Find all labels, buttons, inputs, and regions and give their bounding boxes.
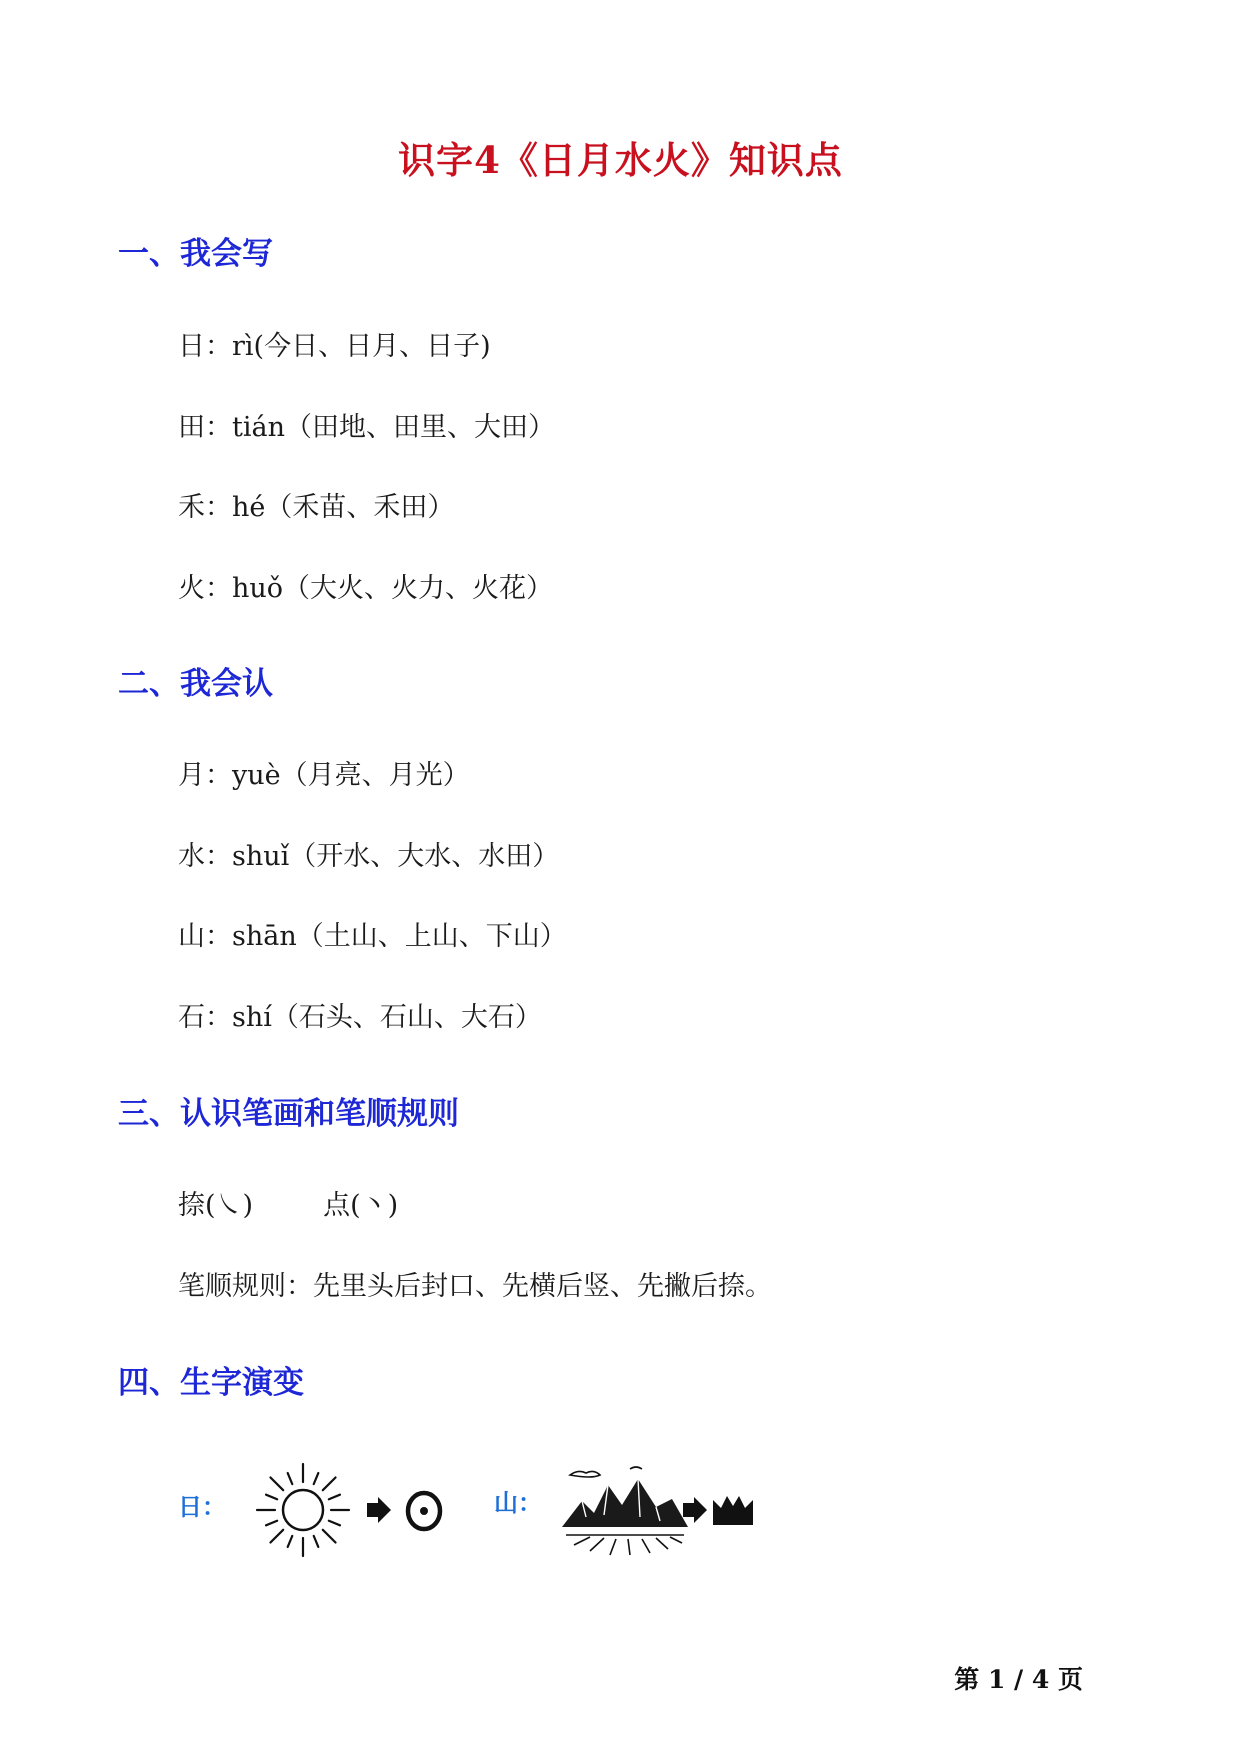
list-item: 禾：hé（禾苗、禾田） (178, 492, 455, 523)
evolution-label-ri: 日： (178, 1493, 226, 1521)
list-item: 山：shān（土山、上山、下山） (178, 921, 567, 952)
section-heading-evolution: 四、生字演变 (118, 1365, 304, 1401)
page-number: 第 1 / 4 页 (954, 1665, 1083, 1694)
ancient-shan-glyph (712, 1494, 754, 1526)
mountain-drawing (560, 1455, 690, 1565)
evolution-label-shan: 山： (494, 1489, 542, 1517)
section-heading-recognize: 二、我会认 (118, 666, 273, 702)
arrow-right-icon (682, 1496, 708, 1524)
list-item: 日：rì(今日、日月、日子) (178, 331, 491, 362)
ancient-ri-glyph (404, 1490, 444, 1532)
stroke-na: 捺(㇏) (178, 1190, 254, 1221)
section-heading-write: 一、我会写 (118, 236, 273, 272)
list-item: 水：shuǐ（开水、大水、水田） (178, 841, 560, 872)
arrow-right-icon (366, 1496, 392, 1524)
stroke-order-rule: 笔顺规则：先里头后封口、先横后竖、先撇后捺。 (178, 1271, 772, 1302)
sun-drawing (248, 1455, 358, 1565)
stroke-dian: 点(丶) (323, 1190, 399, 1221)
list-item: 火：huǒ（大火、火力、火花） (178, 573, 554, 604)
list-item: 田：tián（田地、田里、大田） (178, 412, 555, 443)
list-item: 月：yuè（月亮、月光） (178, 760, 470, 791)
page-title: 识字4《日月水火》知识点 (398, 138, 843, 182)
list-item: 石：shí（石头、石山、大石） (178, 1002, 542, 1033)
section-heading-strokes: 三、认识笔画和笔顺规则 (118, 1096, 459, 1132)
strokes-line (178, 1183, 398, 1222)
